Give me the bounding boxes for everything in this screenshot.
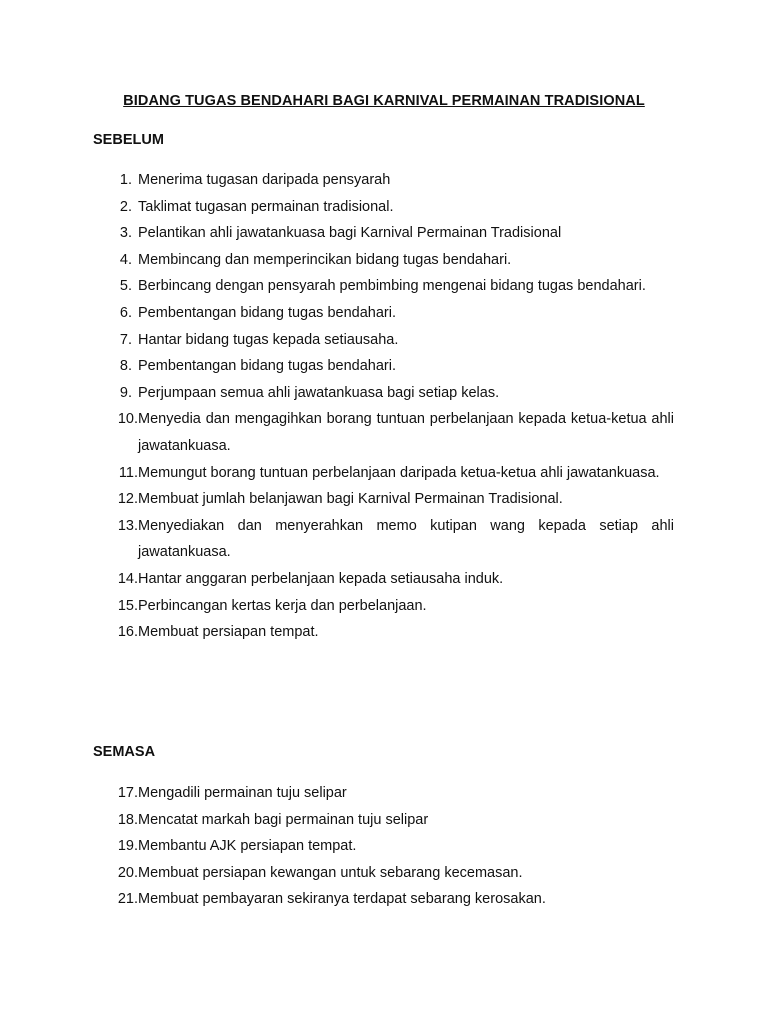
- list-item-text: Membuat persiapan tempat.: [138, 624, 319, 641]
- list-item-number: 11.: [118, 464, 138, 481]
- list-item: [0, 380, 768, 407]
- list-item: [0, 194, 768, 221]
- list-item-text: Membantu AJK persiapan tempat.: [138, 838, 357, 855]
- list-item-number: 9.: [119, 384, 132, 401]
- list-item-text: Memungut borang tuntuan perbelanjaan daripada ketua-ketua ahli jawatankuasa.: [138, 464, 660, 481]
- list-item-number: 10.: [117, 411, 138, 428]
- list-item-number: 7.: [119, 331, 132, 348]
- list-item: [0, 406, 768, 459]
- list-item-text: Pembentangan bidang tugas bendahari.: [138, 304, 396, 321]
- list-item-text: Membincang dan memperincikan bidang tugas bendahari.: [138, 251, 512, 268]
- list-item-number: 21.: [117, 891, 138, 908]
- list-item: [0, 300, 768, 327]
- list-item: [0, 593, 768, 620]
- list-item: [0, 273, 768, 300]
- list-item-text: Mengadili permainan tuju selipar: [138, 785, 347, 801]
- section-heading-semasa: SEMASA: [93, 744, 156, 760]
- list-item: [0, 833, 768, 860]
- list-item-number: 12.: [117, 491, 138, 508]
- list-item-text: Menerima tugasan daripada pensyarah: [138, 172, 391, 188]
- numbered-list-semasa: [0, 780, 768, 913]
- list-item-text: Taklimat tugasan permainan tradisional.: [138, 198, 394, 215]
- list-item: [0, 247, 768, 274]
- list-item-text: Hantar bidang tugas kepada setiausaha.: [138, 331, 399, 348]
- list-item: [0, 860, 768, 887]
- list-item-number: 20.: [117, 864, 138, 881]
- list-item-text: Pelantikan ahli jawatankuasa bagi Karnival Permainan Tradisional: [138, 225, 562, 242]
- list-item-text: Perjumpaan semua ahli jawatankuasa bagi setiap kelas.: [138, 384, 500, 401]
- list-item: [0, 513, 768, 566]
- list-item-text: Menyediakan dan menyerahkan memo kutipan wang kepada setiap ahli jawatankuasa.: [138, 517, 674, 561]
- list-item: [0, 353, 768, 380]
- list-item: [0, 780, 768, 807]
- numbered-list-sebelum: [0, 167, 768, 646]
- list-item: [0, 807, 768, 834]
- list-item-text: Membuat jumlah belanjawan bagi Karnival Permainan Tradisional.: [138, 491, 563, 508]
- list-item: [0, 619, 768, 646]
- list-item-number: 15.: [117, 597, 138, 614]
- list-item-number: 14.: [117, 570, 138, 587]
- list-item-number: 18.: [117, 811, 138, 828]
- list-item-number: 2.: [119, 198, 132, 215]
- list-item-text: Hantar anggaran perbelanjaan kepada setiausaha induk.: [138, 570, 504, 587]
- list-item: [0, 167, 768, 194]
- list-item-number: 13.: [117, 517, 138, 534]
- list-item-number: 17.: [117, 785, 138, 801]
- document-title: BIDANG TUGAS BENDAHARI BAGI KARNIVAL PERMAINAN TRADISIONAL: [123, 93, 645, 109]
- list-item-number: 16.: [117, 624, 138, 641]
- list-item-number: 4.: [119, 251, 132, 268]
- list-item-number: 19.: [117, 838, 138, 855]
- list-item: [0, 220, 768, 247]
- list-item: [0, 486, 768, 513]
- list-item: [0, 460, 768, 487]
- section-heading-sebelum: SEBELUM: [93, 132, 164, 148]
- list-item: [0, 327, 768, 354]
- list-item-number: 5.: [119, 278, 132, 295]
- list-item-text: Menyedia dan mengagihkan borang tuntuan perbelanjaan kepada ketua-ketua ahli jawatankuasa.: [138, 411, 674, 454]
- list-item-number: 8.: [119, 358, 132, 375]
- list-item-text: Berbincang dengan pensyarah pembimbing mengenai bidang tugas bendahari.: [138, 278, 646, 295]
- list-item-text: Perbincangan kertas kerja dan perbelanjaan.: [138, 597, 427, 614]
- list-item-text: Membuat persiapan kewangan untuk sebarang kecemasan.: [138, 864, 523, 881]
- list-item: [0, 566, 768, 593]
- list-item-number: 1.: [119, 172, 132, 188]
- list-item-number: 6.: [119, 304, 132, 321]
- list-item-text: Pembentangan bidang tugas bendahari.: [138, 358, 396, 375]
- list-item-text: Mencatat markah bagi permainan tuju selipar: [138, 811, 429, 828]
- list-item: [0, 886, 768, 913]
- list-item-number: 3.: [119, 225, 132, 242]
- list-item-text: Membuat pembayaran sekiranya terdapat sebarang kerosakan.: [138, 891, 546, 908]
